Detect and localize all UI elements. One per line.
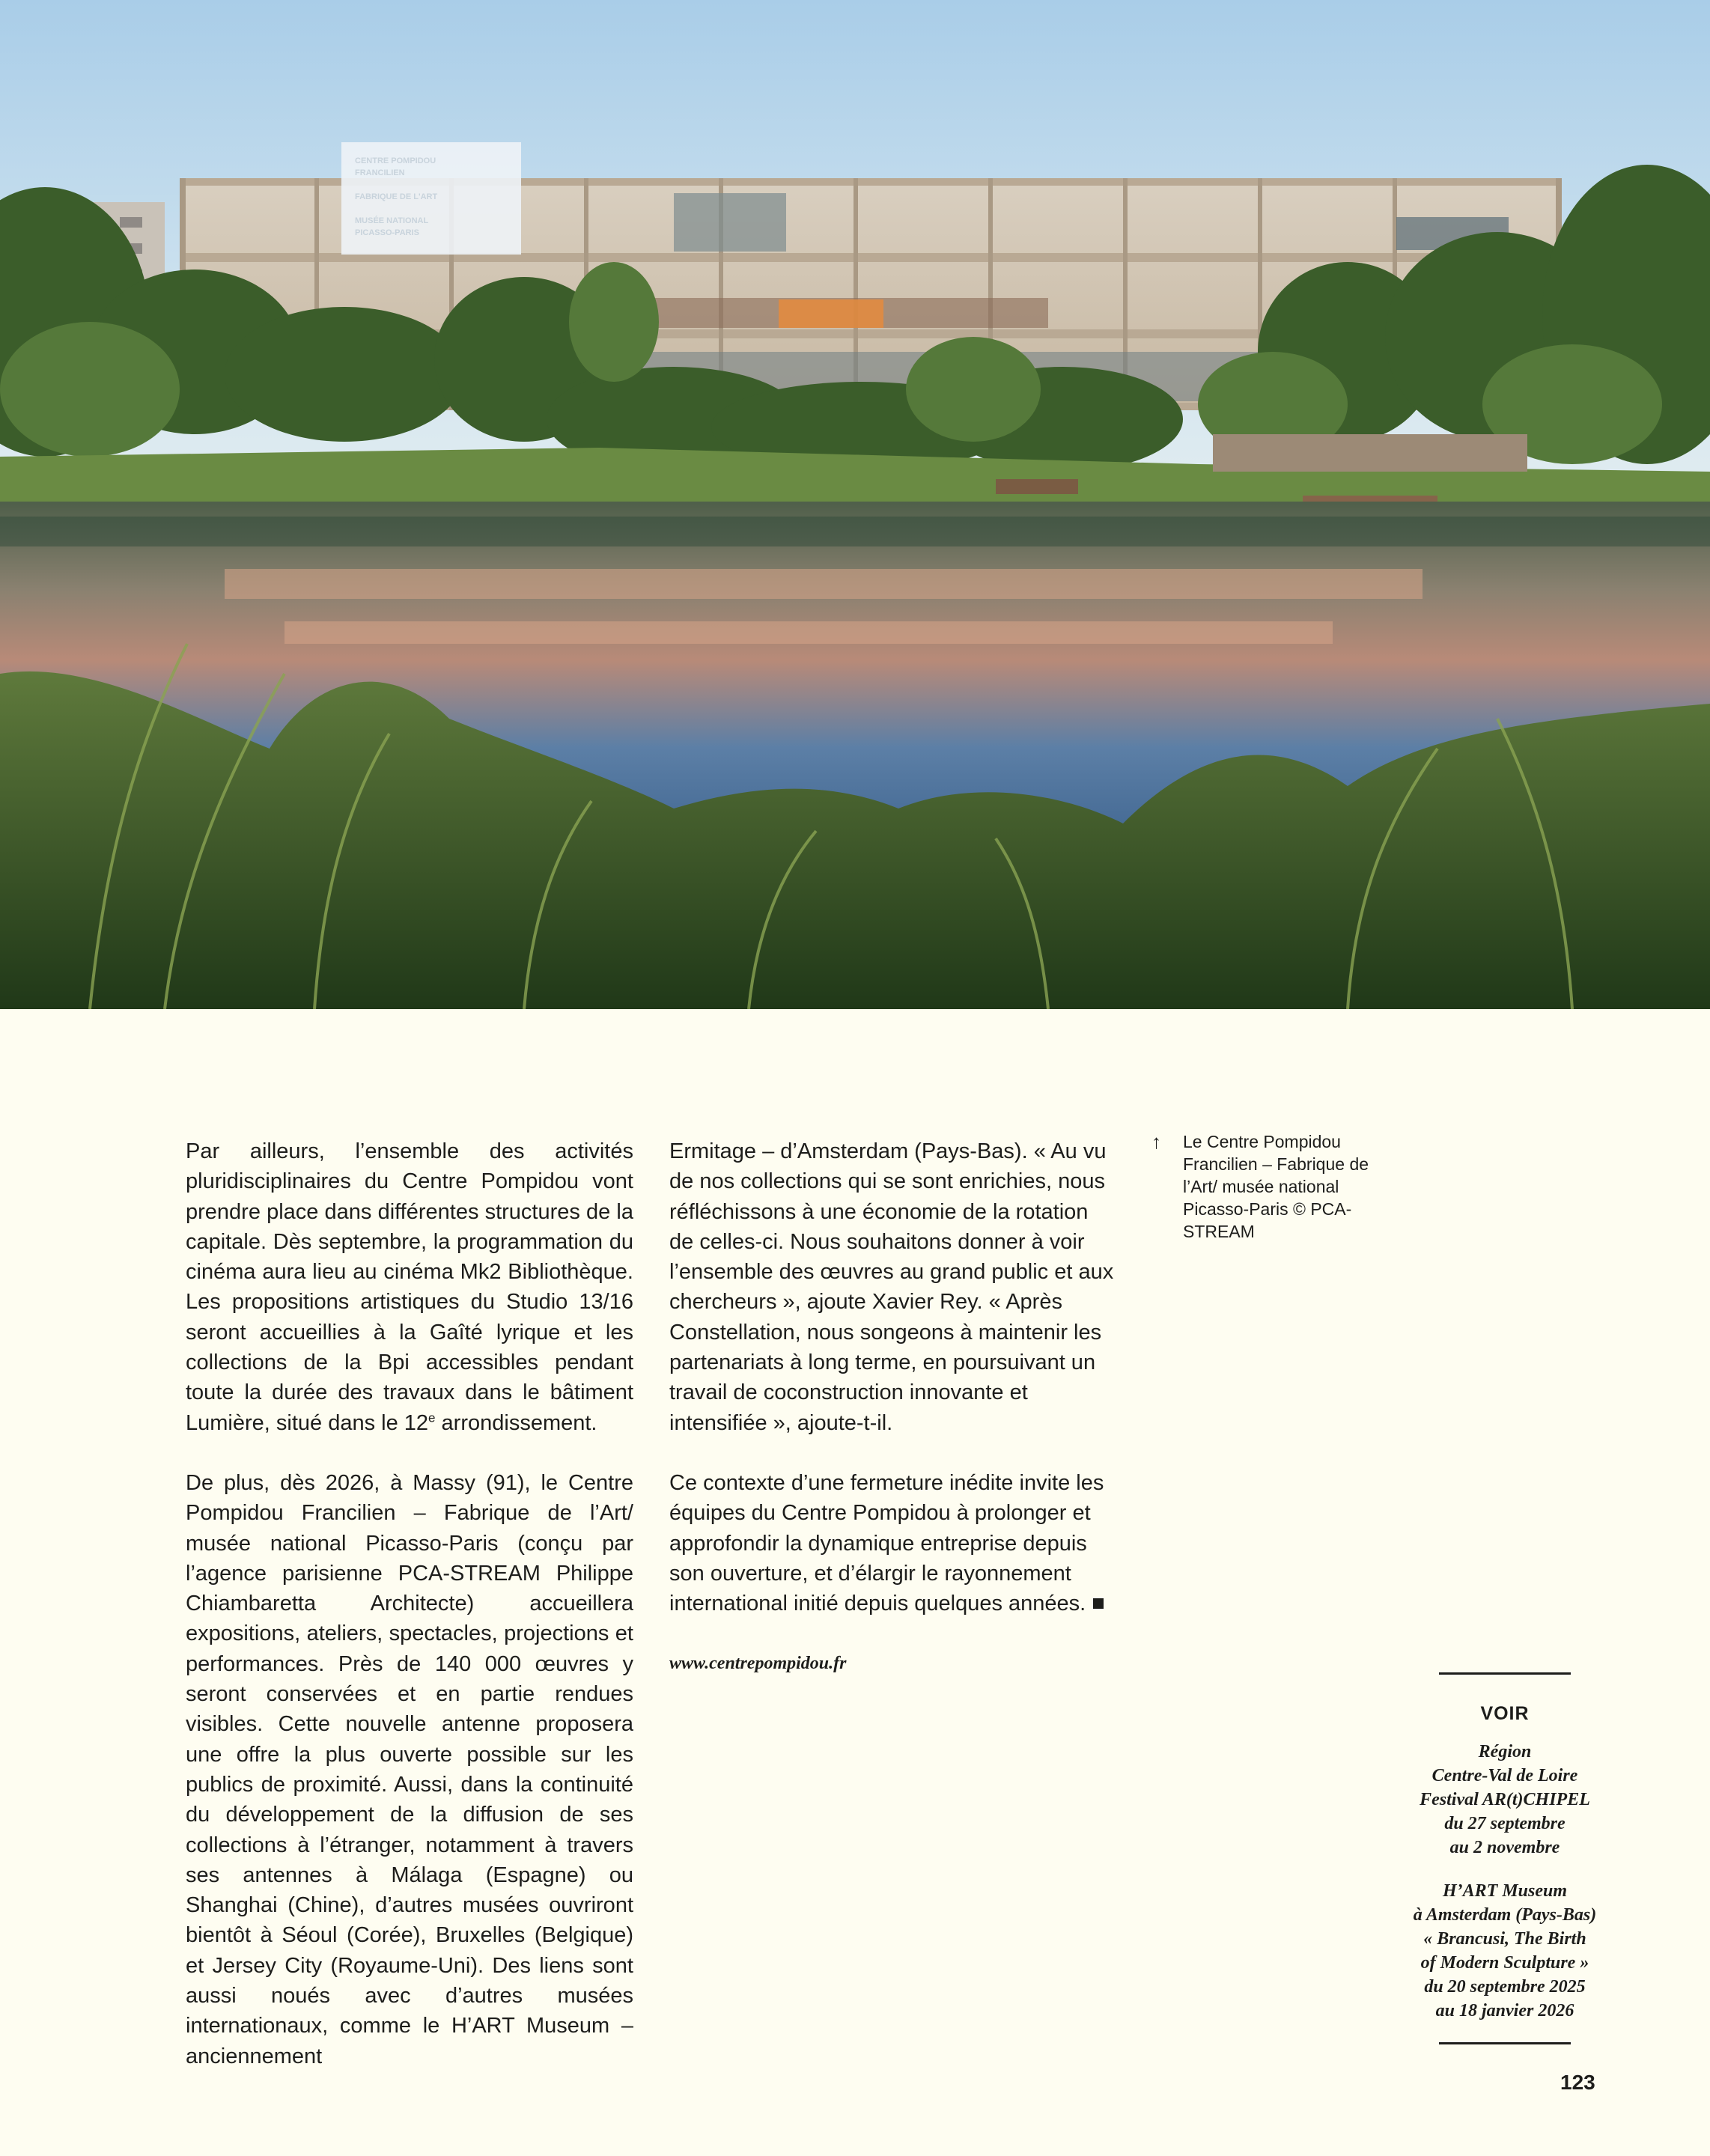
paragraph: Ce contexte d’une fermeture inédite invite les équipes du Centre Pompidou à prolonger et approfondir la dynamique entreprise depuis son ouverture, et d’élargir le rayonnement international initié depuis quelques années. xyxy=(669,1470,1104,1616)
website-link[interactable]: www.centrepompidou.fr xyxy=(669,1654,847,1674)
end-square-icon xyxy=(1093,1598,1104,1609)
page-number: 123 xyxy=(1560,2071,1595,2094)
paragraph: Par ailleurs, l’ensemble des activités pluridisciplinaires du Centre Pompidou vont prendre place dans différentes structures de la capitale. Dès septembre, la programmation du cinéma aura lieu au cinéma Mk2 Bibliothèque. Les propositions artistiques du Studio 13/16 seront accueillies à la Gaîté lyrique et les collections de la Bpi accessibles pendant toute la durée des travaux dans le bâtiment Lumière, situé dans le 12e arrondissement. xyxy=(186,1139,633,1435)
sign-line-5: PICASSO-PARIS xyxy=(355,228,419,237)
event-block-2: H’ART Museum à Amsterdam (Pays-Bas) « Brancusi, The Birth of Modern Sculpture » du 20 septembre 2025 au 18 janvier 2026 xyxy=(1413,1881,1597,2021)
sidebar-heading: VOIR xyxy=(1480,1703,1530,1724)
paragraph: Ermitage – d’Amsterdam (Pays-Bas). « Au vu de nos collections qui se sont enrichies, nous réfléchissons à une économie de la rotation de celles-ci. Nous souhaitons donner à voir l’ensemble des œuvres au grand public et aux chercheurs », ajoute Xavier Rey. « Après Constellation, nous songeons à maintenir les partenariats à long terme, en poursuivant un travail de coconstruction innovante et intensifiée », ajoute-t-il. xyxy=(669,1139,1114,1435)
sign-line-4: MUSÉE NATIONAL xyxy=(355,216,429,225)
arrow-up-icon: ↑ xyxy=(1151,1130,1161,1153)
hero-photo xyxy=(0,0,1710,1009)
article-column-1 xyxy=(186,1136,633,2101)
event-block-1: Région Centre-Val de Loire Festival AR(t)CHIPEL du 27 septembre au 2 novembre xyxy=(1420,1742,1590,1857)
divider xyxy=(1439,2042,1571,2044)
caption-text: Le Centre Pompidou Francilien – Fabrique de l’Art/ musée national Picasso-Paris © PCA-STREAM xyxy=(1183,1132,1369,1241)
sign-line-3: FABRIQUE DE L'ART xyxy=(355,192,438,201)
sign-line-1: CENTRE POMPIDOU xyxy=(355,156,436,165)
divider xyxy=(1439,1672,1571,1675)
photo-caption xyxy=(1151,1130,1376,1243)
sign-line-2: FRANCILIEN xyxy=(355,168,405,177)
paragraph: De plus, dès 2026, à Massy (91), le Centre Pompidou Francilien – Fabrique de l’Art/ musée national Picasso-Paris (conçu par l’agence parisienne PCA-STREAM Philippe Chiambaretta Architecte) accueillera expositions, ateliers, spectacles, projections et performances. Près de 140 000 œuvres y seront conservées et en partie rendues visibles. Cette nouvelle antenne proposera une offre la plus ouverte possible sur les publics de proximité. Aussi, dans la continuité du développement de la diffusion de ses collections à l’étranger, notamment à travers ses antennes à Málaga (Espagne) ou Shanghai (Chine), d’autres musées ouvriront bientôt à Séoul (Corée), Bruxelles (Belgique) et Jersey City (Royaume-Uni). Des liens sont aussi noués avec d’autres musées internationaux, comme le H’ART Museum – anciennement xyxy=(186,1470,633,2068)
article-column-2 xyxy=(669,1136,1117,1679)
sidebar-voir xyxy=(1393,1672,1617,2044)
